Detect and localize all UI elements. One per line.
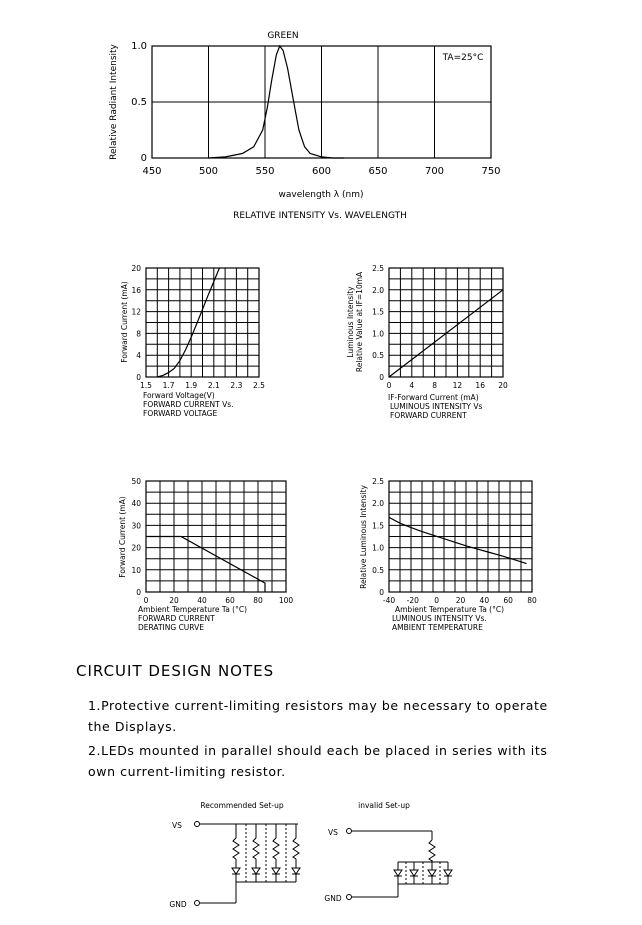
chart3-xtick: 12 bbox=[452, 381, 463, 390]
chart3-ytick: 0 bbox=[379, 373, 384, 382]
chart5-ylabel: Relative Luminous Intensity bbox=[359, 485, 368, 589]
chart5-caption: LUMINOUS INTENSITY Vs. bbox=[392, 614, 487, 623]
chart3-xlabel: IF-Forward Current (mA) bbox=[388, 393, 479, 402]
chart2-caption: FORWARD VOLTAGE bbox=[143, 409, 218, 418]
chart3-xtick: 0 bbox=[386, 381, 392, 390]
chart5-ytick: 0.5 bbox=[372, 565, 384, 575]
recommended-gnd-label: GND bbox=[169, 900, 187, 909]
chart5-xtick: -20 bbox=[406, 596, 419, 605]
chart1-xtick: 450 bbox=[142, 166, 162, 177]
chart2-xtick: 1.9 bbox=[185, 381, 198, 390]
chart4-ytick: 30 bbox=[131, 521, 141, 531]
invalid-setup-label: invalid Set-up bbox=[358, 801, 410, 810]
chart2-gridlines bbox=[146, 268, 259, 377]
chart5-xtick: 20 bbox=[455, 596, 466, 605]
led-icon bbox=[252, 868, 260, 874]
chart5-curve bbox=[389, 517, 527, 563]
chart2-xlabel: Forward Voltage(V) bbox=[143, 391, 215, 400]
circuit-note-2: 2.LEDs mounted in parallel should each be placed in series with its own current-limiting resistor. bbox=[88, 743, 548, 779]
chart5-xlabel: Ambient Temperature Ta (°C) bbox=[395, 605, 505, 614]
chart5-xtick: 80 bbox=[527, 596, 537, 605]
chart4-xtick: 80 bbox=[253, 596, 263, 605]
chart1-xtick: 550 bbox=[255, 166, 275, 177]
chart1-peak-label: GREEN bbox=[267, 31, 299, 41]
led-icon bbox=[428, 870, 436, 876]
resistor-icon bbox=[429, 840, 435, 861]
vs-terminal bbox=[195, 822, 200, 827]
chart3-caption: FORWARD CURRENT bbox=[390, 411, 467, 420]
recommended-setup-label: Recommended Set-up bbox=[200, 801, 284, 810]
chart3-ytick: 1.0 bbox=[372, 329, 384, 339]
chart4-xtick: 60 bbox=[225, 596, 235, 605]
chart1-xtick: 600 bbox=[311, 166, 332, 177]
chart5-ytick: 2.5 bbox=[372, 477, 384, 486]
chart5-xtick: 60 bbox=[503, 596, 513, 605]
chart1-caption: RELATIVE INTENSITY Vs. WAVELENGTH bbox=[233, 211, 407, 221]
chart1-ylabel: Relative Radiant Intensity bbox=[109, 44, 119, 160]
chart4-xtick: 100 bbox=[278, 596, 294, 605]
chart5-xtick: 40 bbox=[479, 596, 490, 605]
chart1-xtick: 750 bbox=[481, 166, 501, 177]
chart5-ytick: 0 bbox=[379, 588, 384, 597]
chart5-ytick: 1.0 bbox=[372, 543, 384, 553]
circuit-notes-title: CIRCUIT DESIGN NOTES bbox=[76, 662, 275, 680]
chart4-xtick: 0 bbox=[143, 596, 149, 605]
chart2-ylabel: Forward Current (mA) bbox=[120, 281, 129, 363]
chart5-gridlines bbox=[389, 481, 532, 592]
vs-terminal-2 bbox=[347, 829, 352, 834]
chart4-xtick: 20 bbox=[169, 596, 179, 605]
chart2-ytick: 16 bbox=[131, 285, 141, 295]
resistor-icon bbox=[253, 838, 259, 859]
circuit-diagrams bbox=[0, 790, 642, 920]
led-icon bbox=[292, 868, 300, 874]
chart4-ylabel: Forward Current (mA) bbox=[118, 496, 127, 578]
chart4-curve bbox=[146, 537, 265, 593]
chart3-ytick: 2.0 bbox=[372, 285, 384, 295]
chart3-ytick: 2.5 bbox=[372, 264, 384, 273]
resistor-icon bbox=[273, 838, 279, 859]
resistor-icon bbox=[233, 838, 239, 859]
recommended-vs-label: VS bbox=[172, 821, 182, 830]
chart1-xtick: 700 bbox=[424, 166, 445, 177]
chart5-caption: AMBIENT TEMPERATURE bbox=[392, 623, 483, 632]
chart3-xtick: 20 bbox=[498, 381, 508, 390]
chart2-xtick: 2.5 bbox=[253, 381, 265, 390]
chart1-xlabel: wavelength λ (nm) bbox=[278, 190, 364, 200]
chart4-ytick: 10 bbox=[131, 565, 141, 575]
invalid-vs-label: VS bbox=[328, 828, 338, 837]
chart4-xtick: 40 bbox=[197, 596, 207, 605]
chart1-xtick: 650 bbox=[368, 166, 388, 177]
chart1-ytick: 0.5 bbox=[131, 97, 147, 108]
chart3-xtick: 8 bbox=[432, 381, 437, 390]
chart4-ytick: 40 bbox=[131, 499, 141, 509]
chart3-ytick: 0.5 bbox=[372, 351, 384, 361]
led-icon bbox=[272, 868, 280, 874]
chart3-caption: LUMINOUS INTENSITY Vs bbox=[390, 402, 483, 411]
chart1-condition: TA=25°C bbox=[442, 53, 484, 63]
chart3-ylabel: Luminous Intensity bbox=[346, 286, 355, 358]
chart1-ytick: 1.0 bbox=[131, 41, 147, 52]
invalid-gnd-label: GND bbox=[324, 894, 342, 903]
chart4-xlabel: Ambient Temperature Ta (°C) bbox=[138, 605, 248, 614]
chart2-xtick: 1.7 bbox=[162, 381, 175, 390]
chart2-ytick: 12 bbox=[131, 307, 141, 317]
chart4-caption: FORWARD CURRENT bbox=[138, 614, 215, 623]
chart3-ylabel: Relative Value at IF=10mA bbox=[355, 271, 364, 373]
chart1-ytick: 0 bbox=[140, 153, 147, 164]
led-icon bbox=[232, 868, 240, 874]
gnd-terminal bbox=[195, 901, 200, 906]
chart1-xtick: 500 bbox=[198, 166, 219, 177]
led-icon bbox=[410, 870, 418, 876]
chart5-ytick: 2.0 bbox=[372, 499, 384, 509]
chart2-xtick: 2.3 bbox=[230, 381, 243, 390]
chart5-xtick: -40 bbox=[382, 596, 396, 605]
chart4-ytick: 50 bbox=[131, 477, 141, 486]
chart2-xtick: 1.5 bbox=[140, 381, 152, 390]
chart3-ytick: 1.5 bbox=[372, 307, 384, 317]
chart2-caption: FORWARD CURRENT Vs. bbox=[143, 400, 234, 409]
chart5-ytick: 1.5 bbox=[372, 521, 384, 531]
chart5-xtick: 0 bbox=[434, 596, 440, 605]
chart2-ytick: 20 bbox=[131, 264, 141, 273]
chart2-ytick: 8 bbox=[136, 329, 141, 339]
chart4-caption: DERATING CURVE bbox=[138, 623, 204, 632]
resistor-icon bbox=[293, 838, 299, 859]
chart2-ytick: 4 bbox=[136, 351, 141, 361]
chart2-xtick: 2.1 bbox=[207, 381, 220, 390]
chart3-gridlines bbox=[389, 268, 503, 377]
circuit-note-1: 1.Protective current-limiting resistors may be necessary to operate the Displays. bbox=[88, 698, 548, 734]
led-icon bbox=[394, 870, 402, 876]
led-icon bbox=[444, 870, 452, 876]
chart3-xtick: 4 bbox=[409, 381, 415, 390]
circuit-wiring bbox=[195, 822, 453, 906]
chart3-xtick: 16 bbox=[475, 381, 485, 390]
chart2-ytick: 0 bbox=[136, 373, 141, 382]
gnd-terminal-2 bbox=[347, 895, 352, 900]
chart4-ytick: 20 bbox=[131, 543, 141, 553]
chart4-ytick: 0 bbox=[136, 588, 141, 597]
